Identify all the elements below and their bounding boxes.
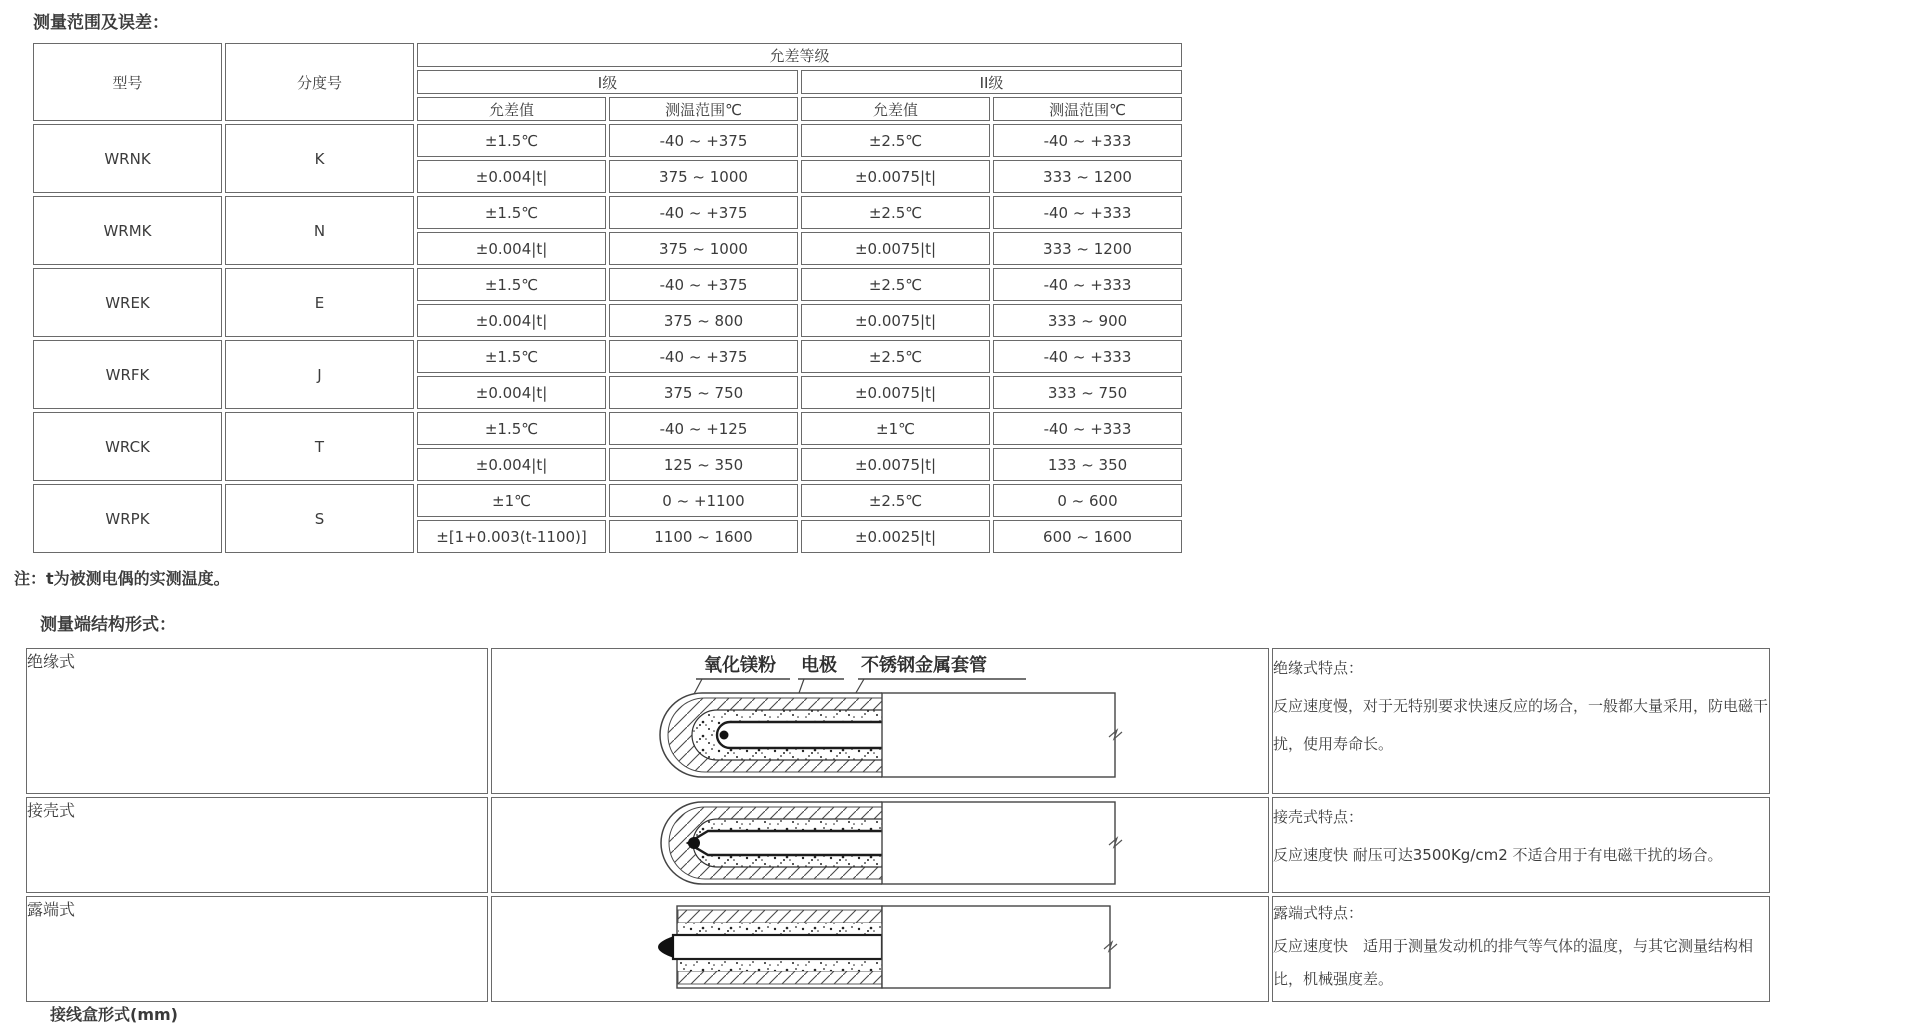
tolerance-cell: ±1.5℃: [417, 268, 606, 301]
range-cell: -40 ~ +125: [609, 412, 798, 445]
range-cell: 1100 ~ 1600: [609, 520, 798, 553]
header-tolerance-value: 允差值: [417, 97, 606, 121]
tolerance-cell: ±2.5℃: [801, 484, 990, 517]
feature-text: 反应速度快 耐压可达3500Kg/cm2 不适合用于有电磁干扰的场合。: [1273, 846, 1723, 864]
table-note: 注：t为被测电偶的实测温度。: [14, 569, 230, 588]
tolerance-cell: ±0.004|t|: [417, 448, 606, 481]
range-cell: 0 ~ +1100: [609, 484, 798, 517]
grounded-diagram: [491, 797, 1269, 893]
range-cell: 375 ~ 800: [609, 304, 798, 337]
header-tolerance-value: 允差值: [801, 97, 990, 121]
tolerance-cell: ±0.0075|t|: [801, 448, 990, 481]
range-cell: -40 ~ +375: [609, 340, 798, 373]
range-table: [30, 40, 1185, 556]
table-row: [33, 340, 1182, 373]
header-graduation: 分度号: [225, 43, 414, 121]
feature-title: 绝缘式特点：: [1273, 659, 1364, 677]
range-cell: 375 ~ 1000: [609, 160, 798, 193]
range-cell: -40 ~ +375: [609, 124, 798, 157]
tolerance-cell: ±0.0075|t|: [801, 304, 990, 337]
graduation-cell: N: [225, 196, 414, 265]
structure-name: 露端式: [26, 896, 488, 1002]
tolerance-cell: ±1℃: [801, 412, 990, 445]
thermocouple-grounded-drawing: [492, 798, 1269, 888]
range-cell: 333 ~ 750: [993, 376, 1182, 409]
feature-cell: [1272, 648, 1770, 794]
thermocouple-exposed-drawing: [492, 897, 1269, 997]
table-row: [33, 412, 1182, 445]
tolerance-cell: ±2.5℃: [801, 340, 990, 373]
tolerance-cell: ±1.5℃: [417, 340, 606, 373]
diagram-label-sheath: 不锈钢金属套管: [861, 655, 987, 676]
structure-name: 绝缘式: [26, 648, 488, 794]
terminal-box-label: 接线盒形式(mm): [50, 1005, 178, 1024]
graduation-cell: J: [225, 340, 414, 409]
diagram-label-electrode: 电极: [801, 655, 837, 676]
insulated-diagram: [491, 648, 1269, 794]
graduation-cell: K: [225, 124, 414, 193]
tolerance-cell: ±2.5℃: [801, 196, 990, 229]
model-cell: WRFK: [33, 340, 222, 409]
tolerance-cell: ±2.5℃: [801, 124, 990, 157]
structure-name: 接壳式: [26, 797, 488, 893]
model-cell: WRNK: [33, 124, 222, 193]
table-row: [33, 484, 1182, 517]
tolerance-cell: ±[1+0.003(t-1100)]: [417, 520, 606, 553]
tolerance-cell: ±0.004|t|: [417, 376, 606, 409]
tolerance-cell: ±1℃: [417, 484, 606, 517]
table-row: [26, 797, 1770, 893]
tolerance-cell: ±2.5℃: [801, 268, 990, 301]
range-cell: -40 ~ +333: [993, 412, 1182, 445]
range-cell: -40 ~ +375: [609, 196, 798, 229]
model-cell: WREK: [33, 268, 222, 337]
range-cell: -40 ~ +375: [609, 268, 798, 301]
table-row: [33, 196, 1182, 229]
range-cell: -40 ~ +333: [993, 124, 1182, 157]
exposed-diagram: [491, 896, 1269, 1002]
range-cell: 333 ~ 900: [993, 304, 1182, 337]
header-temp-range: 测温范围℃: [993, 97, 1182, 121]
tolerance-cell: ±1.5℃: [417, 412, 606, 445]
diagram-label-mgo: 氧化镁粉: [704, 655, 776, 676]
range-cell: 125 ~ 350: [609, 448, 798, 481]
tolerance-cell: ±0.0075|t|: [801, 160, 990, 193]
page-title: 测量范围及误差：: [33, 13, 169, 33]
range-cell: -40 ~ +333: [993, 268, 1182, 301]
range-cell: 600 ~ 1600: [993, 520, 1182, 553]
tolerance-cell: ±0.004|t|: [417, 232, 606, 265]
feature-title: 接壳式特点：: [1273, 808, 1364, 826]
table-row: [26, 896, 1770, 1002]
thermocouple-insulated-drawing: [492, 649, 1269, 789]
tolerance-cell: ±1.5℃: [417, 196, 606, 229]
range-cell: 333 ~ 1200: [993, 160, 1182, 193]
tolerance-cell: ±0.0075|t|: [801, 232, 990, 265]
tolerance-cell: ±0.0075|t|: [801, 376, 990, 409]
feature-cell: [1272, 797, 1770, 893]
header-class2: II级: [801, 70, 1182, 94]
feature-title: 露端式特点：: [1273, 904, 1364, 922]
graduation-cell: E: [225, 268, 414, 337]
header-tolerance-class: 允差等级: [417, 43, 1182, 67]
range-cell: -40 ~ +333: [993, 340, 1182, 373]
header-class1: I级: [417, 70, 798, 94]
structure-table: [23, 645, 1773, 1005]
graduation-cell: T: [225, 412, 414, 481]
section-title-structure: 测量端结构形式：: [40, 615, 176, 635]
header-temp-range: 测温范围℃: [609, 97, 798, 121]
model-cell: WRCK: [33, 412, 222, 481]
model-cell: WRPK: [33, 484, 222, 553]
feature-cell: [1272, 896, 1770, 1002]
tolerance-cell: ±0.004|t|: [417, 160, 606, 193]
range-cell: 375 ~ 750: [609, 376, 798, 409]
tolerance-cell: ±1.5℃: [417, 124, 606, 157]
range-cell: 0 ~ 600: [993, 484, 1182, 517]
range-cell: 133 ~ 350: [993, 448, 1182, 481]
model-cell: WRMK: [33, 196, 222, 265]
tolerance-cell: ±0.004|t|: [417, 304, 606, 337]
table-row: [26, 648, 1770, 794]
table-row: [33, 268, 1182, 301]
header-model: 型号: [33, 43, 222, 121]
feature-text: 反应速度慢，对于无特别要求快速反应的场合，一般都大量采用，防电磁干扰，使用寿命长。: [1273, 697, 1769, 753]
tolerance-cell: ±0.0025|t|: [801, 520, 990, 553]
range-cell: 375 ~ 1000: [609, 232, 798, 265]
graduation-cell: S: [225, 484, 414, 553]
table-row: [33, 124, 1182, 157]
range-cell: -40 ~ +333: [993, 196, 1182, 229]
feature-text: 反应速度快 适用于测量发动机的排气等气体的温度，与其它测量结构相比，机械强度差。: [1273, 937, 1754, 988]
range-cell: 333 ~ 1200: [993, 232, 1182, 265]
